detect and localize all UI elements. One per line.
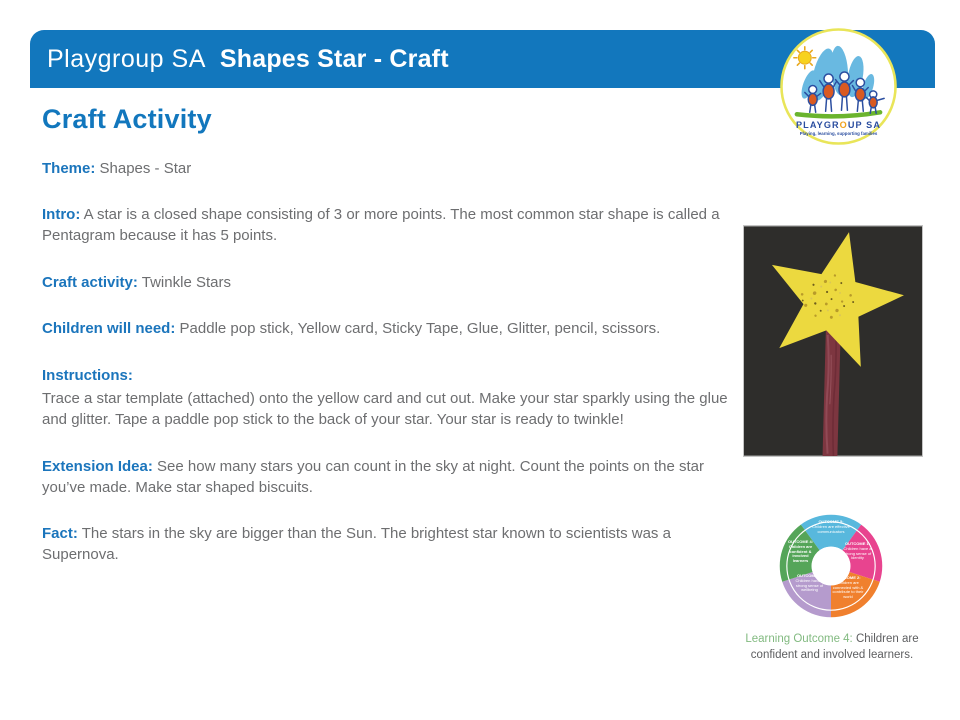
logo-illustration	[779, 27, 898, 146]
learning-outcome-caption-highlight: Learning Outcome 4:	[745, 633, 853, 645]
children-will-need-section	[42, 318, 732, 339]
outcome-2-label: OUTCOME 2: Children are connected with & contribute to their world	[832, 575, 864, 600]
instructions-text: Trace a star template (attached) onto the yellow card and cut out. Make your star sparkly using the glue and glitter. Tape a paddle pop stick to the back of your star. Your star is ready to twinkle!	[42, 390, 728, 428]
page-title: Shapes Star - Craft	[219, 44, 449, 73]
children-will-need-label: Children will need:	[42, 320, 176, 337]
brand-name: Playgroup SA	[47, 44, 206, 73]
extension-idea-text: See how many stars you can count in the sky at night. Count the points on the star you’ve made. Make star shaped biscuits.	[42, 458, 705, 496]
fact-section	[42, 523, 732, 565]
outcome-4-label: OUTCOME 4: Children are confident & involved learners	[787, 539, 814, 564]
extension-idea-section	[42, 456, 732, 498]
learning-outcomes-wheel	[778, 513, 884, 619]
theme-label: Theme:	[42, 160, 96, 177]
instructions-section	[42, 365, 732, 430]
theme-section	[42, 158, 732, 179]
extension-idea-label: Extension Idea:	[42, 458, 153, 475]
craft-activity-text: Twinkle Stars	[141, 274, 231, 291]
learning-outcome-caption-text: Children are confident and involved learners.	[750, 633, 919, 662]
children-will-need-text: Paddle pop stick, Yellow card, Sticky Tape, Glue, Glitter, pencil, scissors.	[179, 320, 661, 337]
fact-label: Fact:	[42, 525, 78, 542]
outcome-3-label: OUTCOME 3: Children have a strong sense of wellbeing	[795, 573, 824, 593]
outcomes-donut-chart	[778, 513, 884, 619]
logo-tagline: Playing, learning, supporting families	[799, 131, 878, 137]
intro-text: A star is a closed shape consisting of 3 or more points. The most common star shape is called a Pentagram because it has 5 points.	[42, 206, 720, 244]
playgroup-sa-logo	[779, 27, 898, 146]
logo-wordmark: PLAYGROUP SA	[796, 120, 881, 131]
learning-outcome-caption	[730, 631, 934, 663]
section-heading-craft-activity: Craft Activity	[42, 104, 212, 134]
fact-text: The stars in the sky are bigger than the Sun. The brightest star known to scientists was a Supernova.	[42, 525, 671, 563]
craft-activity-section	[42, 272, 732, 293]
twinkle-star-photo	[743, 225, 923, 457]
star-craft-image	[744, 226, 922, 456]
intro-label: Intro:	[42, 206, 81, 223]
outcome-1-label: OUTCOME 1: Children have a strong sense of identity	[843, 541, 872, 561]
sun-icon	[794, 47, 816, 69]
intro-section	[42, 204, 732, 246]
theme-text: Shapes - Star	[99, 160, 192, 177]
craft-activity-label: Craft activity:	[42, 274, 138, 291]
outcome-5-label: OUTCOME 5: Children are effective communicators	[812, 519, 850, 534]
instructions-label: Instructions:	[42, 367, 133, 384]
